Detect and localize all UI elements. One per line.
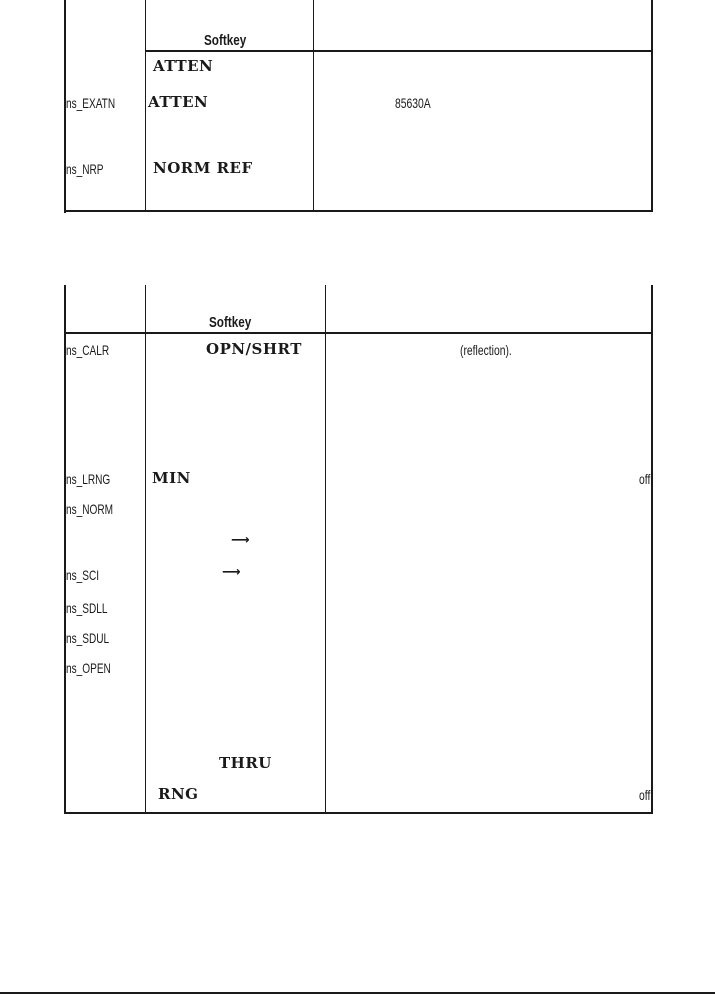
table-1-col-rule-1: [145, 0, 146, 212]
table-2-row-5-arrow: ⟶: [222, 565, 241, 580]
table-2-header-rule: [64, 332, 653, 334]
table-1-header-softkey: Softkey: [204, 32, 247, 49]
table-2-row-5-function: ns_SCI: [66, 567, 100, 583]
table-2-row-10-softkey: RNG: [158, 785, 199, 803]
table-1-row-2-softkey: ATTEN: [148, 93, 209, 111]
table-2-row-10-description: off: [639, 787, 651, 803]
table-2-row-7-function: ns_SDUL: [66, 630, 110, 646]
table-2-row-2-description: off: [639, 471, 651, 487]
table-2-row-9-softkey: THRU: [219, 754, 272, 772]
table-2-row-2-softkey: MIN: [152, 469, 191, 487]
table-2-row-1-function: ns_CALR: [66, 342, 110, 358]
table-1-row-3-softkey: NORM REF: [153, 159, 253, 177]
table-1-right-rule: [651, 0, 653, 212]
table-1-row-3-function: ns_NRP: [66, 161, 104, 177]
table-2-right-rule: [651, 285, 653, 813]
table-1-header-rule: [145, 50, 653, 52]
table-2-row-8-function: ns_OPEN: [66, 660, 111, 676]
table-2-row-6-function: ns_SDLL: [66, 600, 108, 616]
table-2-header-softkey: Softkey: [209, 314, 252, 331]
table-2-bottom-rule: [64, 812, 653, 814]
table-1-col-rule-2: [313, 0, 314, 212]
table-2-row-4-arrow: ⟶: [231, 533, 250, 548]
table-1-bottom-rule: [64, 210, 653, 212]
table-2-left-rule: [64, 285, 66, 814]
table-2-col-rule-1: [145, 285, 146, 813]
table-2-row-2-function: ns_LRNG: [66, 471, 111, 487]
table-1-row-2-function: ns_EXATN: [66, 95, 116, 111]
table-2-row-1-description: (reflection).: [460, 342, 512, 358]
table-1-row-2-description: 85630A: [395, 95, 431, 111]
table-2-row-1-softkey: OPN/SHRT: [206, 340, 302, 358]
table-2-col-rule-2: [325, 285, 326, 813]
table-2-row-3-function: ns_NORM: [66, 501, 114, 517]
table-1-row-1-softkey: ATTEN: [153, 57, 214, 75]
